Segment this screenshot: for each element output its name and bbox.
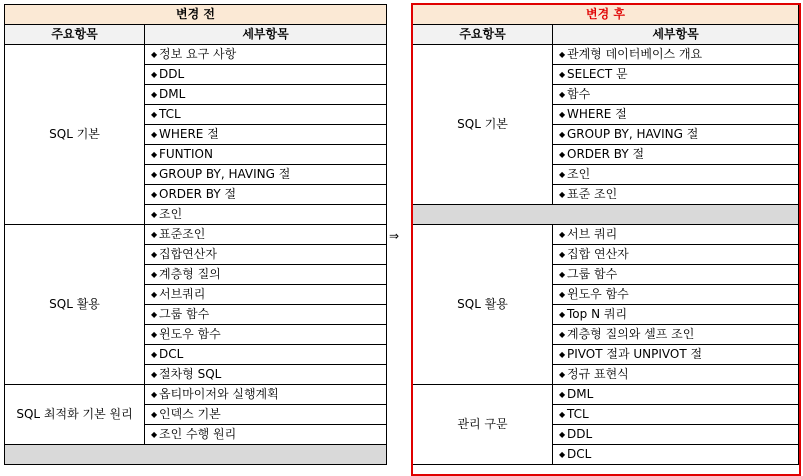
sub-item bbox=[145, 125, 387, 145]
sub-item bbox=[553, 425, 799, 445]
sub-item bbox=[553, 145, 799, 165]
main-item: SQL 활용 bbox=[5, 225, 145, 385]
bullet-icon: ◆ bbox=[151, 270, 158, 279]
sub-item-label: 조인 bbox=[567, 167, 591, 181]
sub-item bbox=[145, 65, 387, 85]
bullet-icon: ◆ bbox=[151, 130, 158, 139]
before-title: 변경 전 bbox=[5, 5, 387, 25]
sub-item bbox=[553, 125, 799, 145]
bullet-icon: ◆ bbox=[151, 110, 158, 119]
sub-item bbox=[553, 45, 799, 65]
bullet-icon: ◆ bbox=[559, 50, 566, 59]
sub-item-label: GROUP BY, HAVING 절 bbox=[567, 127, 699, 141]
sub-item-label: FUNTION bbox=[159, 147, 213, 161]
sub-item bbox=[553, 85, 799, 105]
main-item: 관리 구문 bbox=[413, 385, 553, 465]
sub-item bbox=[145, 45, 387, 65]
after-title: 변경 후 bbox=[413, 5, 799, 25]
bullet-icon: ◆ bbox=[151, 370, 158, 379]
sub-item bbox=[145, 345, 387, 365]
after-gray-separator bbox=[413, 205, 799, 225]
bullet-icon: ◆ bbox=[559, 90, 566, 99]
sub-item bbox=[553, 285, 799, 305]
bullet-icon: ◆ bbox=[559, 250, 566, 259]
sub-item bbox=[145, 285, 387, 305]
sub-item bbox=[553, 325, 799, 345]
bullet-icon: ◆ bbox=[151, 410, 158, 419]
sub-item-label: DCL bbox=[567, 447, 592, 461]
bullet-icon: ◆ bbox=[151, 50, 158, 59]
sub-item bbox=[553, 185, 799, 205]
before-empty-row bbox=[5, 445, 387, 465]
sub-item-label: 계층형 질의와 셀프 조인 bbox=[567, 327, 695, 341]
sub-item bbox=[145, 325, 387, 345]
sub-item-label: 윈도우 함수 bbox=[567, 287, 629, 301]
after-table bbox=[412, 4, 799, 465]
sub-item bbox=[553, 405, 799, 425]
after-col-main-header: 주요항목 bbox=[413, 25, 553, 45]
sub-item bbox=[553, 245, 799, 265]
bullet-icon: ◆ bbox=[559, 190, 566, 199]
sub-item bbox=[145, 85, 387, 105]
sub-item bbox=[145, 145, 387, 165]
bullet-icon: ◆ bbox=[559, 230, 566, 239]
sub-item-label: 절차형 SQL bbox=[159, 367, 222, 381]
sub-item bbox=[553, 65, 799, 85]
after-col-sub-header: 세부항목 bbox=[553, 25, 799, 45]
sub-item bbox=[553, 445, 799, 465]
bullet-icon: ◆ bbox=[559, 130, 566, 139]
bullet-icon: ◆ bbox=[559, 270, 566, 279]
bullet-icon: ◆ bbox=[151, 430, 158, 439]
sub-item-label: 집합연산자 bbox=[159, 247, 217, 261]
bullet-icon: ◆ bbox=[559, 370, 566, 379]
sub-item bbox=[145, 305, 387, 325]
bullet-icon: ◆ bbox=[559, 150, 566, 159]
sub-item-label: WHERE 절 bbox=[159, 127, 219, 141]
bullet-icon: ◆ bbox=[559, 290, 566, 299]
bullet-icon: ◆ bbox=[151, 330, 158, 339]
after-body-rest bbox=[413, 225, 799, 465]
bullet-icon: ◆ bbox=[559, 430, 566, 439]
sub-item-label: 그룹 함수 bbox=[567, 267, 618, 281]
sub-item-label: 관계형 데이터베이스 개요 bbox=[567, 47, 703, 61]
bullet-icon: ◆ bbox=[559, 110, 566, 119]
sub-item-label: ORDER BY 절 bbox=[567, 147, 645, 161]
sub-item-label: 집합 연산자 bbox=[567, 247, 629, 261]
sub-item bbox=[553, 345, 799, 365]
sub-item bbox=[145, 185, 387, 205]
sub-item-label: DML bbox=[159, 87, 186, 101]
sub-item bbox=[553, 225, 799, 245]
bullet-icon: ◆ bbox=[559, 390, 566, 399]
sub-item bbox=[145, 405, 387, 425]
sub-item bbox=[553, 105, 799, 125]
bullet-icon: ◆ bbox=[151, 230, 158, 239]
sub-item bbox=[145, 385, 387, 405]
sub-item-label: TCL bbox=[567, 407, 589, 421]
bullet-icon: ◆ bbox=[151, 150, 158, 159]
sub-item bbox=[145, 365, 387, 385]
sub-item-label: 옵티마이저와 실행계획 bbox=[159, 387, 279, 401]
sub-item-label: 정보 요구 사항 bbox=[159, 47, 237, 61]
sub-item bbox=[553, 385, 799, 405]
sub-item bbox=[145, 265, 387, 285]
sub-item-label: 조인 bbox=[159, 207, 183, 221]
bullet-icon: ◆ bbox=[559, 310, 566, 319]
sub-item bbox=[145, 225, 387, 245]
bullet-icon: ◆ bbox=[151, 350, 158, 359]
bullet-icon: ◆ bbox=[559, 450, 566, 459]
sub-item-label: DDL bbox=[159, 67, 185, 81]
bullet-icon: ◆ bbox=[559, 70, 566, 79]
sub-item bbox=[553, 265, 799, 285]
sub-item bbox=[145, 245, 387, 265]
sub-item bbox=[553, 165, 799, 185]
after-body-sql-basic bbox=[413, 45, 799, 205]
main-item: SQL 활용 bbox=[413, 225, 553, 385]
before-body bbox=[5, 45, 387, 445]
sub-item-label: TCL bbox=[159, 107, 181, 121]
before-col-main-header: 주요항목 bbox=[5, 25, 145, 45]
sub-item bbox=[553, 365, 799, 385]
before-table bbox=[4, 4, 387, 465]
sub-item-label: ORDER BY 절 bbox=[159, 187, 237, 201]
sub-item bbox=[145, 425, 387, 445]
sub-item-label: 서브 쿼리 bbox=[567, 227, 618, 241]
sub-item-label: SELECT 문 bbox=[567, 67, 628, 81]
bullet-icon: ◆ bbox=[151, 210, 158, 219]
bullet-icon: ◆ bbox=[151, 90, 158, 99]
before-col-sub-header: 세부항목 bbox=[145, 25, 387, 45]
bullet-icon: ◆ bbox=[151, 190, 158, 199]
arrow-icon: ⇒ bbox=[389, 229, 400, 243]
sub-item bbox=[145, 165, 387, 185]
bullet-icon: ◆ bbox=[559, 410, 566, 419]
main-item: SQL 최적화 기본 원리 bbox=[5, 385, 145, 445]
sub-item-label: 표준 조인 bbox=[567, 187, 618, 201]
sub-item-label: 함수 bbox=[567, 87, 591, 101]
sub-item-label: Top N 쿼리 bbox=[567, 307, 628, 321]
main-item: SQL 기본 bbox=[5, 45, 145, 225]
sub-item-label: DDL bbox=[567, 427, 593, 441]
sub-item-label: WHERE 절 bbox=[567, 107, 627, 121]
bullet-icon: ◆ bbox=[151, 390, 158, 399]
sub-item-label: PIVOT 절과 UNPIVOT 절 bbox=[567, 347, 703, 361]
sub-item-label: DCL bbox=[159, 347, 184, 361]
sub-item-label: 인덱스 기본 bbox=[159, 407, 221, 421]
sub-item-label: 조인 수행 원리 bbox=[159, 427, 237, 441]
bullet-icon: ◆ bbox=[559, 170, 566, 179]
bullet-icon: ◆ bbox=[151, 290, 158, 299]
sub-item bbox=[145, 105, 387, 125]
sub-item-label: 표준조인 bbox=[159, 227, 206, 241]
main-item: SQL 기본 bbox=[413, 45, 553, 205]
sub-item-label: 계층형 질의 bbox=[159, 267, 221, 281]
sub-item-label: 정규 표현식 bbox=[567, 367, 629, 381]
sub-item-label: DML bbox=[567, 387, 594, 401]
sub-item-label: 그룹 함수 bbox=[159, 307, 210, 321]
bullet-icon: ◆ bbox=[559, 330, 566, 339]
sub-item bbox=[553, 305, 799, 325]
sub-item bbox=[145, 205, 387, 225]
bullet-icon: ◆ bbox=[151, 310, 158, 319]
bullet-icon: ◆ bbox=[151, 170, 158, 179]
sub-item-label: 윈도우 함수 bbox=[159, 327, 221, 341]
bullet-icon: ◆ bbox=[559, 350, 566, 359]
sub-item-label: GROUP BY, HAVING 절 bbox=[159, 167, 291, 181]
bullet-icon: ◆ bbox=[151, 250, 158, 259]
sub-item-label: 서브쿼리 bbox=[159, 287, 206, 301]
bullet-icon: ◆ bbox=[151, 70, 158, 79]
